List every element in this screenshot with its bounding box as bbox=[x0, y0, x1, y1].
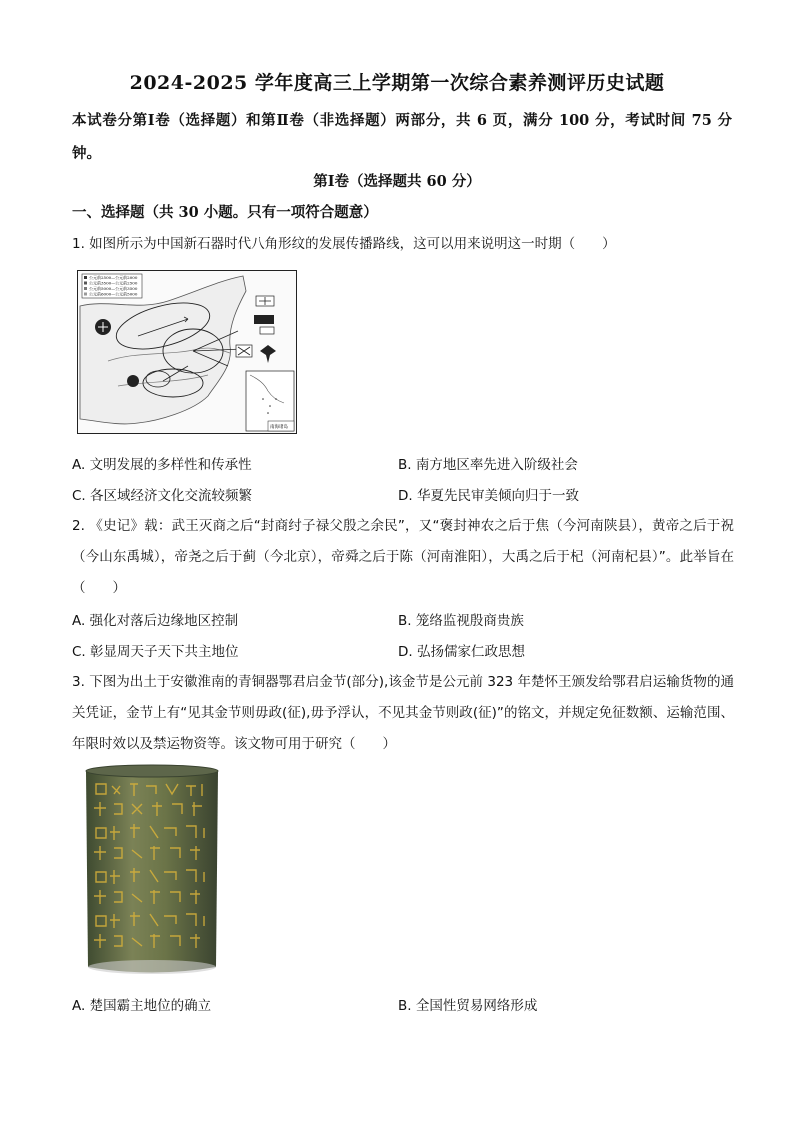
neolithic-octagon-pattern-map bbox=[77, 270, 297, 434]
question-2-stem: 2. 《史记》载：武王灭商之后“封商纣子禄父殷之余民”，又“褒封神农之后于焦（今河南陕县），黄帝之后于祝（今山东禹城），帝尧之后于蓟（今北京），帝舜之后于陈（河南淮阳），大禹之后于杞（河南杞县）”。此举旨在（ ） bbox=[72, 518, 734, 596]
inset-label: 南海诸岛 bbox=[270, 425, 288, 430]
q1-option-d[interactable]: D. 华夏先民审美倾向归于一致 bbox=[398, 488, 579, 504]
q3-option-b[interactable]: B. 全国性贸易网络形成 bbox=[398, 998, 538, 1014]
q2-option-c[interactable]: C. 彰显周天子天下共主地位 bbox=[72, 644, 239, 660]
q2-option-a[interactable]: A. 强化对落后边缘地区控制 bbox=[72, 613, 239, 629]
q1-option-a[interactable]: A. 文明发展的多样性和传承性 bbox=[72, 457, 252, 473]
map-image bbox=[78, 271, 296, 433]
q1-option-b[interactable]: B. 南方地区率先进入阶级社会 bbox=[398, 457, 578, 473]
part-title: 一、选择题（共 30 小题。只有一项符合题意） bbox=[72, 204, 378, 221]
exam-intro: 本试卷分第Ⅰ卷（选择题）和第Ⅱ卷（非选择题）两部分，共 6 页，满分 100 分，考试时间 75 分钟。 bbox=[72, 112, 732, 162]
legend-item-4: 公元前6000—公元前5000 bbox=[89, 291, 138, 297]
q2-option-b[interactable]: B. 笼络监视殷商贵族 bbox=[398, 613, 524, 629]
question-3-stem: 3. 下图为出土于安徽淮南的青铜器鄂君启金节(部分),该金节是公元前 323 年楚怀王颁发给鄂君启运输货物的通关凭证，金节上有“见其金节则毋政(征),毋予浮认，不见其金节则政(征)”的铭文，并规定免征数额、运输范围、年限时效以及禁运物资等。该文物可用于研究（ ） bbox=[72, 674, 734, 752]
exam-title: 2024-2025 学年度高三上学期第一次综合素养测评历史试题 bbox=[129, 72, 665, 94]
legend-item-3: 公元前5000—公元前3500 bbox=[89, 286, 138, 291]
legend-item-2: 公元前3500—公元前2500 bbox=[89, 280, 138, 286]
q2-option-d[interactable]: D. 弘扬儒家仁政思想 bbox=[398, 644, 525, 660]
section-title: 第Ⅰ卷（选择题共 60 分） bbox=[313, 173, 481, 190]
legend-item-1: 公元前2500—公元前2000 bbox=[89, 275, 138, 280]
q1-option-c[interactable]: C. 各区域经济文化交流较频繁 bbox=[72, 488, 253, 504]
bronze-tally-e-jun-qi-image bbox=[82, 762, 222, 976]
q3-option-a[interactable]: A. 楚国霸主地位的确立 bbox=[72, 998, 212, 1014]
question-1-stem: 1. 如图所示为中国新石器时代八角形纹的发展传播路线，这可以用来说明这一时期（ ） bbox=[72, 236, 616, 252]
